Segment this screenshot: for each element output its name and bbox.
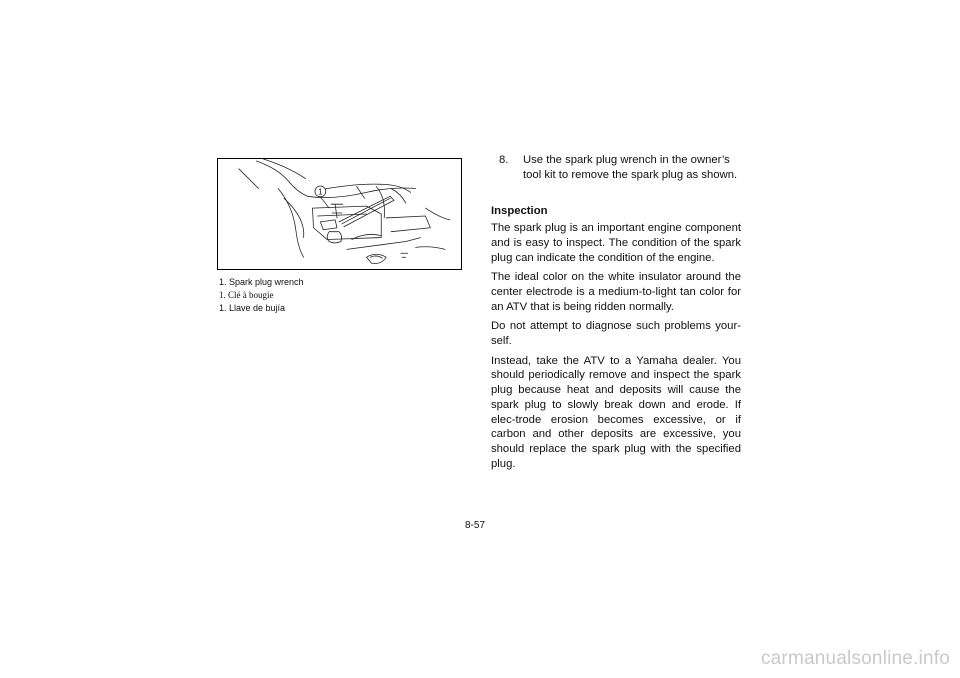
callout-leader-line bbox=[320, 197, 329, 208]
paragraph-dealer-inspection: Instead, take the ATV to a Yamaha dealer. You should periodically remove and inspect the spark plug because heat and deposits will cause the spark plug to slowly break down and erode. If elec-trode erosion becomes excessive, or if carbon and other deposits are excessive, you should replace the spark plug with the specified plug. bbox=[491, 354, 741, 470]
engine-line-drawing bbox=[218, 159, 461, 269]
caption-french: 1. Clé à bougie bbox=[219, 290, 274, 300]
watermark: carmanualsonline.info bbox=[760, 648, 950, 669]
paragraph-do-not-diagnose: Do not attempt to diagnose such problems your-self. bbox=[491, 320, 741, 348]
section-heading: Inspection bbox=[491, 205, 548, 218]
instruction-column bbox=[491, 153, 741, 476]
step-8 bbox=[491, 153, 741, 182]
caption-spanish: 1. Llave de bujía bbox=[219, 303, 286, 313]
step-text: Use the spark plug wrench in the owner’s tool kit to remove the spark plug as shown. bbox=[523, 154, 738, 181]
step-number: 8. bbox=[499, 154, 509, 166]
figure-captions bbox=[219, 276, 304, 315]
caption-english: 1. Spark plug wrench bbox=[219, 277, 304, 287]
paragraph-importance: The spark plug is an important engine component and is easy to inspect. The condition of the spark plug can indicate the condition of the engine. bbox=[491, 222, 741, 264]
paragraph-ideal-color: The ideal color on the white insulator around the center electrode is a medium-to-light tan color for an ATV that is being ridden normally. bbox=[491, 271, 741, 313]
spark-plug-wrench-illustration bbox=[217, 158, 462, 270]
callout-number: 1 bbox=[318, 187, 323, 197]
page-number: 8-57 bbox=[465, 520, 486, 531]
